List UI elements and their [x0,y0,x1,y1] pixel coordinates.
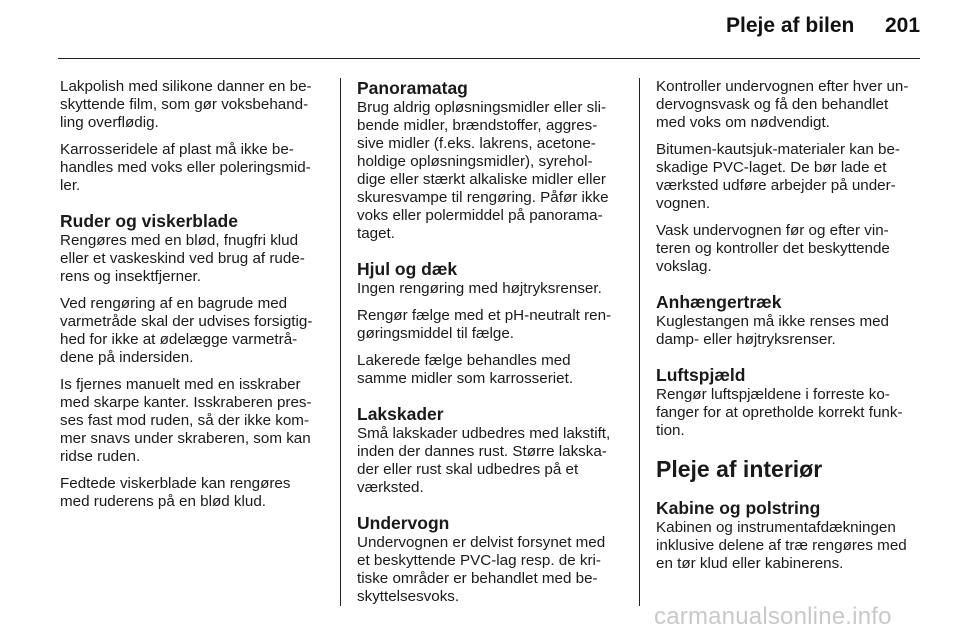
text-line: med voks om nødvendigt. [656,114,830,131]
text-line: damp- eller højtryksrenser. [656,331,836,348]
paragraph [60,376,323,466]
text-line: ses fast mod ruden, så der ikke kom- [60,412,310,429]
text-line: varmetråde skal der udvises forsigtig- [60,313,313,330]
text-line: Is fjernes manuelt med en isskraber [60,376,301,393]
text-line: voks eller polermiddel på panorama- [357,207,603,224]
column-2 [357,78,620,615]
text-line: Rengør luftspjældene i forreste ko- [656,386,890,403]
paragraph [60,295,323,367]
text-line: bende midler, brændstoffer, aggres- [357,117,598,134]
text-line: vognen. [656,195,711,212]
text-line: tion. [656,422,685,439]
text-line: Lakerede fælge behandles med [357,352,571,369]
section-heading-kabine: Kabine og polstring [656,498,821,518]
text-line: vokslag. [656,258,712,275]
section-heading-undervogn: Undervogn [357,513,450,533]
text-line: Rengør fælge med et pH-neutralt ren- [357,307,612,324]
text-line: dene på indersiden. [60,349,194,366]
text-line: Kuglestangen må ikke renses med [656,313,890,330]
text-line: værksted. [357,479,424,496]
paragraph [656,386,919,440]
section-heading-hjul: Hjul og dæk [357,259,458,279]
chapter-heading-interior: Pleje af interiør [656,456,823,482]
section-heading-anhaengertraek: Anhængertræk [656,292,782,312]
column-1 [60,78,323,520]
paragraph [357,99,620,243]
paragraph [60,475,323,511]
text-line: inden der dannes rust. Større lakska- [357,443,607,460]
text-line: sive midler (f.eks. lakrens, acetone- [357,135,596,152]
paragraph [656,222,919,276]
text-line: et beskyttende PVC-lag resp. de kri- [357,552,601,569]
text-line: Rengøres med en blød, fnugfri klud [60,232,299,249]
column-divider-1 [340,78,341,606]
text-line: Ingen rengøring med højtryksrenser. [357,280,602,297]
text-line: fanger for at opretholde korrekt funk- [656,404,903,421]
text-line: med ruderens på en blød klud. [60,493,266,510]
text-line: ling overflødig. [60,114,159,131]
text-line: handles med voks eller poleringsmid- [60,159,311,176]
text-line: ler. [60,177,81,194]
text-line: Kabinen og instrumentafdækningen [656,519,896,536]
text-line: rens og insektfjerner. [60,268,201,285]
watermark: carmanualsonline.info [654,603,892,630]
header-divider [58,58,920,59]
text-line: skadige PVC-laget. De bør lade et [656,159,887,176]
text-line: gøringsmiddel til fælge. [357,325,514,342]
paragraph [357,425,620,497]
paragraph [656,519,919,573]
text-line: mer snavs under skraberen, som kan [60,430,311,447]
section-heading-panoramatag: Panoramatag [357,78,468,98]
text-line: en tør klud eller kabinerens. [656,555,844,572]
page-title: Pleje af bilen [726,14,855,37]
text-line: holdige opløsningsmidler), syrehol- [357,153,593,170]
text-line: eller et vaskeskind ved brug af rude- [60,250,305,267]
text-line: skuresvampe til rengøring. Påfør ikke [357,189,609,206]
paragraph [656,141,919,213]
text-line: samme midler som karrosseriet. [357,370,574,387]
text-line: tiske områder er behandlet med be- [357,570,598,587]
paragraph [656,78,919,132]
text-line: dervognsvask og få den behandlet [656,96,889,113]
text-line: teren og kontroller det beskyttende [656,240,890,257]
page-number: 201 [885,14,921,37]
paragraph [357,352,620,388]
text-line: skyttende film, som gør voksbehand- [60,96,309,113]
column-divider-2 [639,78,640,606]
text-line: inklusive delene af træ rengøres med [656,537,907,554]
section-heading-lakskader: Lakskader [357,404,444,424]
text-line: Vask undervognen før og efter vin- [656,222,889,239]
text-line: med skarpe kanter. Isskraberen pres- [60,394,312,411]
text-line: Fedtede viskerblade kan rengøres [60,475,291,492]
text-line: Karrosseridele af plast må ikke be- [60,141,294,158]
text-line: dige eller stærkt alkaliske midler eller [357,171,606,188]
text-line: værksted udføre arbejder på under- [656,177,896,194]
paragraph [357,280,620,298]
text-line: skyttelsesvoks. [357,588,460,605]
text-line: Små lakskader udbedres med lakstift, [357,425,611,442]
text-line: ridse ruden. [60,448,141,465]
section-heading-luftspjaeld: Luftspjæld [656,365,746,385]
paragraph [60,78,323,132]
text-line: Undervognen er delvist forsynet med [357,534,606,551]
text-line: taget. [357,225,395,242]
section-heading-ruder: Ruder og viskerblade [60,211,238,231]
text-line: Ved rengøring af en bagrude med [60,295,288,312]
paragraph [357,534,620,606]
column-3 [656,78,919,582]
paragraph [60,232,323,286]
text-line: Lakpolish med silikone danner en be- [60,78,312,95]
text-line: hed for ikke at ødelægge varmetrå- [60,331,298,348]
paragraph [60,141,323,195]
text-line: Bitumen-kautsjuk-materialer kan be- [656,141,900,158]
text-line: Brug aldrig opløsningsmidler eller sli- [357,99,606,116]
paragraph [357,307,620,343]
text-line: der eller rust skal udbedres på et [357,461,579,478]
paragraph [656,313,919,349]
text-line: Kontroller undervognen efter hver un- [656,78,909,95]
